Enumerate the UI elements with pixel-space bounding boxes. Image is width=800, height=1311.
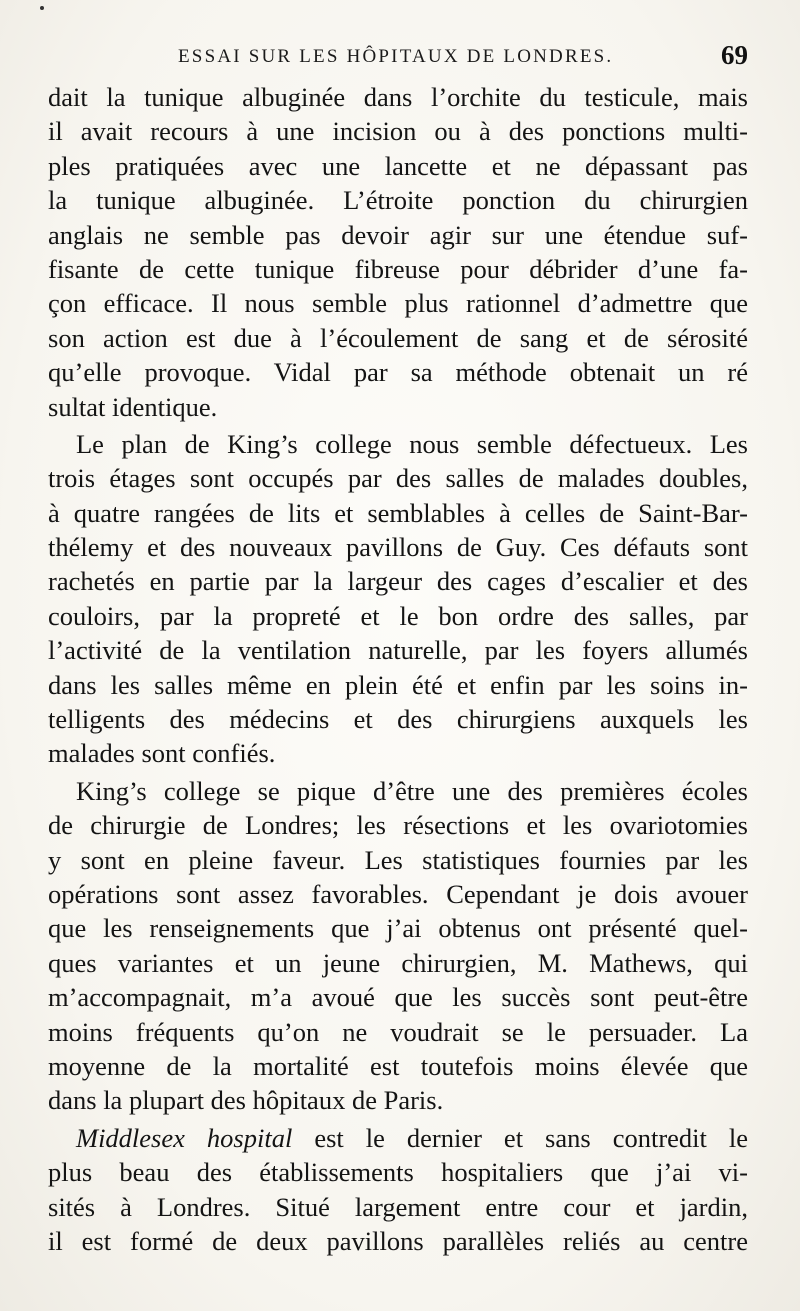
text-line: son action est due à l’écoulement de sang et de sérosité <box>48 322 748 353</box>
text-line: anglais ne semble pas devoir agir sur une étendue suf- <box>48 219 748 250</box>
text-line: rachetés en partie par la largeur des cages d’escalier et des <box>48 566 748 597</box>
text-line: que les renseignements que j’ai obtenus ont présenté quel- <box>48 913 748 944</box>
text-line: King’s college se pique d’être une des premières écoles <box>76 775 748 806</box>
text-line: çon efficace. Il nous semble plus rationnel d’admettre que <box>48 288 748 319</box>
text-line: l’activité de la ventilation naturelle, par les foyers allumés <box>48 635 748 666</box>
text-line: y sont en pleine faveur. Les statistiques fournies par les <box>48 844 748 875</box>
text-line: plus beau des établissements hospitaliers que j’ai vi- <box>48 1157 748 1188</box>
text-line: dans la plupart des hôpitaux de Paris. <box>48 1085 444 1116</box>
text-line: Le plan de King’s college nous semble défectueux. Les <box>76 428 748 459</box>
running-head: ESSAI SUR LES HÔPITAUX DE LONDRES. <box>178 46 614 67</box>
text-line: la tunique albuginée. L’étroite ponction du chirurgien <box>48 185 748 216</box>
text-line: fisante de cette tunique fibreuse pour débrider d’une fa- <box>48 253 748 284</box>
text-line: thélemy et des nouveaux pavillons de Guy. Ces défauts sont <box>48 532 748 563</box>
text-line: il est formé de deux pavillons parallèles reliés au centre <box>48 1225 748 1256</box>
page-header <box>48 40 748 80</box>
text-line: qu’elle provoque. Vidal par sa méthode obtenait un ré <box>48 357 748 388</box>
text-line: telligents des médecins et des chirurgiens auxquels les <box>48 704 748 735</box>
text-line: à quatre rangées de lits et semblables à celles de Saint-Bar- <box>48 497 748 528</box>
text-line: sités à Londres. Situé largement entre cour et jardin, <box>48 1191 748 1222</box>
text-line: dans les salles même en plein été et enfin par les soins in- <box>48 669 748 700</box>
text-line: moins fréquents qu’on ne voudrait se le persuader. La <box>48 1016 748 1047</box>
text-line: de chirurgie de Londres; les résections et les ovariotomies <box>48 810 748 841</box>
text-line: ques variantes et un jeune chirurgien, M. Mathews, qui <box>48 947 748 978</box>
text-line: opérations sont assez favorables. Cependant je dois avouer <box>48 878 748 909</box>
text-line: dait la tunique albuginée dans l’orchite du testicule, mais <box>48 82 748 112</box>
text-line <box>48 1121 748 1155</box>
body-text <box>48 80 748 1258</box>
text-line: il avait recours à une incision ou à des ponctions multi- <box>48 116 748 147</box>
text-line: sultat identique. <box>48 391 218 422</box>
text-line: m’accompagnait, m’a avoué que les succès sont peut-être <box>48 982 748 1013</box>
page-number: 69 <box>721 40 748 70</box>
scan-speck <box>40 6 44 10</box>
text-line: ples pratiquées avec une lancette et ne dépassant pas <box>48 150 748 181</box>
text-line: moyenne de la mortalité est toutefois moins élevée que <box>48 1050 748 1081</box>
hospital-name: Middlesex hospital <box>76 1122 293 1153</box>
text-line: malades sont confiés. <box>48 738 276 769</box>
text-line: trois étages sont occupés par des salles de malades doubles, <box>48 463 748 494</box>
text-line: couloirs, par la propreté et le bon ordre des salles, par <box>48 600 748 631</box>
text-fragment: est le dernier et sans contredit le <box>314 1122 749 1153</box>
